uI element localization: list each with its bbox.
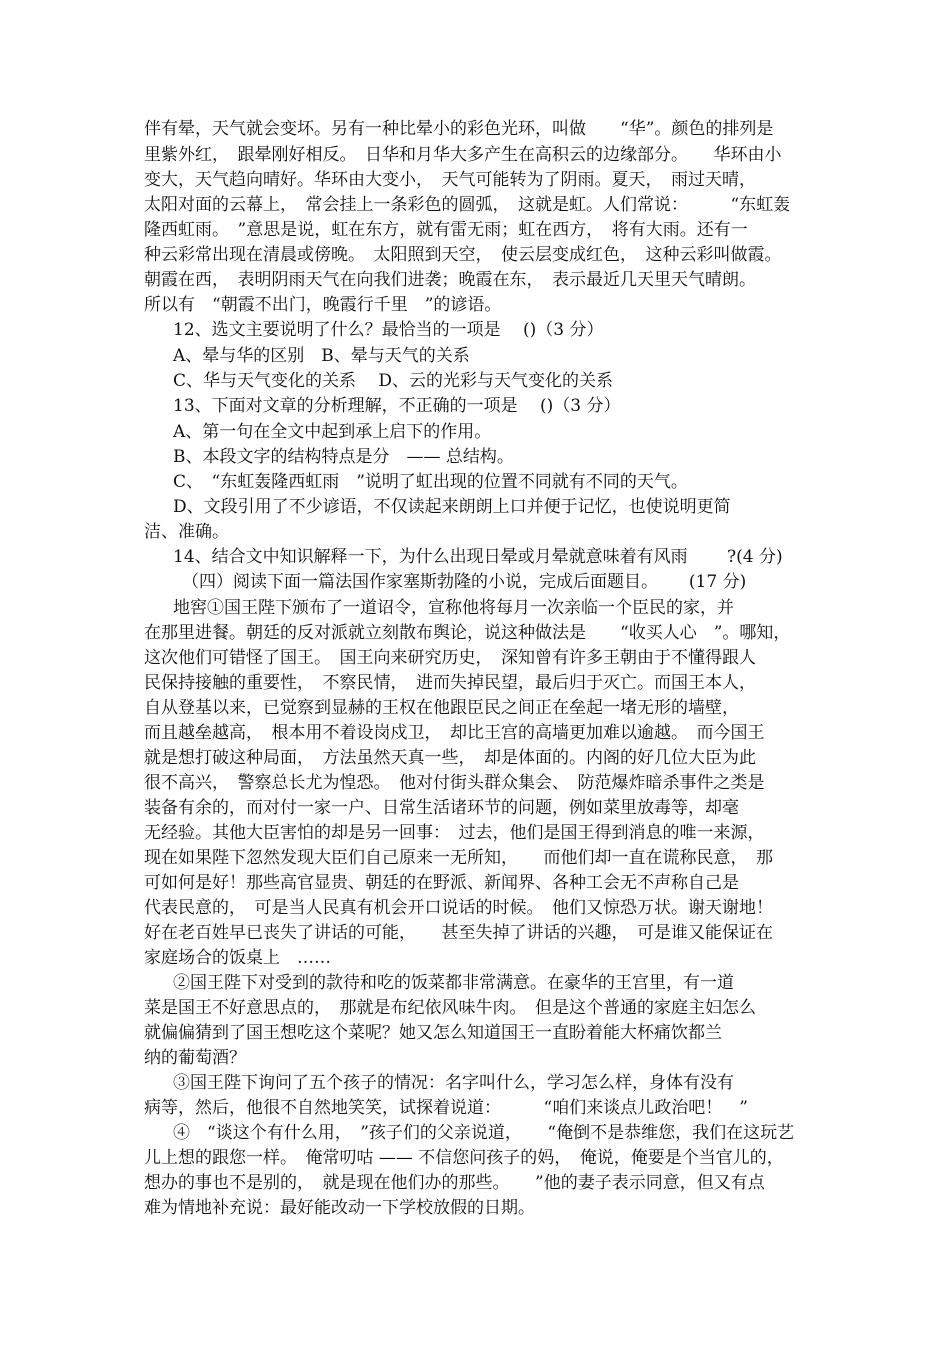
paragraph-line: 自从登基以来，已觉察到显赫的王权在他跟臣民之间正在垒起一堵无形的墙壁， <box>144 698 739 718</box>
option-line: C、 “东虹轰隆西虹雨 ”说明了虹出现的位置不同就有不同的天气。 <box>173 472 688 492</box>
question-12: 12、选文主要说明了什么？最恰当的一项是 ()（3 分） <box>173 320 604 340</box>
paragraph-line: 想办的事也不是别的， 就是现在他们办的那些。 ”他的妻子表示同意，但又有点 <box>144 1173 765 1193</box>
paragraph-line: 在那里进餐。朝廷的反对派就立刻散布舆论，说这种做法是 “收买人心 ”。哪知， <box>144 623 791 643</box>
paragraph-line: 家庭场合的饭桌上 …… <box>144 948 331 968</box>
text-line: 太阳对面的云幕上， 常会挂上一条彩色的圆弧， 这就是虹。人们常说： “东虹轰 <box>144 195 791 215</box>
paragraph-line: ④ “谈这个有什么用， ”孩子们的父亲说道， “俺倒不是恭维您，我们在这玩艺 <box>173 1123 795 1143</box>
text-line: 变大，天气趋向晴好。华环由大变小， 天气可能转为了阴雨。夏天， 雨过天晴， <box>144 170 756 190</box>
text-line: 隆西虹雨。 ”意思是说，虹在东方，就有雷无雨；虹在西方， 将有大雨。还有一 <box>144 220 748 240</box>
paragraph-line: ③国王陛下询问了五个孩子的情况：名字叫什么，学习怎么样，身体有没有 <box>173 1073 734 1093</box>
paragraph-line: 就偏偏猜到了国王想吃这个菜呢？她又怎么知道国王一直盼着能大杯痛饮都兰 <box>144 1023 722 1043</box>
question-14: 14、结合文中知识解释一下，为什么出现日晕或月晕就意味着有风雨 ?(4 分) <box>173 547 783 567</box>
paragraph-line: 病等，然后，他很不自然地笑笑，试探着说道： “咱们来谈点儿政治吧！ ” <box>144 1098 748 1118</box>
paragraph-line: 地窖①国王陛下颁布了一道诏令，宣称他将每月一次亲临一个臣民的家，并 <box>173 598 734 618</box>
option-line: C、华与天气变化的关系 D、云的光彩与天气变化的关系 <box>173 371 614 391</box>
text-line: 种云彩常出现在清晨或傍晚。 太阳照到天空， 使云层变成红色， 这种云彩叫做霞。 <box>144 245 782 265</box>
paragraph-line: 装备有余的，而对付一家一户、日常生活诸环节的问题，例如菜里放毒等，却毫 <box>144 798 739 818</box>
option-line: A、晕与华的区别 B、晕与天气的关系 <box>173 346 470 366</box>
paragraph-line: 很不高兴， 警察总长尤为惶恐。 他对付街头群众集会、 防范爆炸暗杀事件之类是 <box>144 773 765 793</box>
paragraph-line: 纳的葡萄酒？ <box>144 1048 246 1068</box>
paragraph-line: 这次他们可错怪了国王。 国王向来研究历史， 深知曾有许多王朝由于不懂得跟人 <box>144 648 756 668</box>
paragraph-line: 无经验。其他大臣害怕的却是另一回事： 过去，他们是国王得到消息的唯一来源， <box>144 823 765 843</box>
paragraph-line: 代表民意的， 可是当人民真有机会开口说话的时候。 他们又惊恐万状。谢天谢地！ <box>144 898 773 918</box>
question-13: 13、下面对文章的分析理解，不正确的一项是 ()（3 分） <box>173 396 621 416</box>
option-line: D、文段引用了不少谚语，不仅读起来朗朗上口并便于记忆，也使说明更简 <box>173 497 731 517</box>
paragraph-line: 就是想打破这种局面， 方法虽然天真一些， 却是体面的。内阁的好几位大臣为此 <box>144 748 756 768</box>
option-line: B、本段文字的结构特点是分 —— 总结构。 <box>173 447 514 467</box>
text-line: 洁、准确。 <box>144 522 229 542</box>
paragraph-line: 好在老百姓早已丧失了讲话的可能， 甚至失掉了讲话的兴趣， 可是谁又能保证在 <box>144 923 773 943</box>
option-line: A、第一句在全文中起到承上启下的作用。 <box>173 422 492 442</box>
paragraph-line: 而且越垒越高， 根本用不着设岗戍卫， 却比王宫的高墙更加难以逾越。 而今国王 <box>144 723 765 743</box>
paragraph-line: 难为情地补充说：最好能改动一下学校放假的日期。 <box>144 1198 535 1218</box>
text-line: 伴有晕，天气就会变坏。另有一种比晕小的彩色光环，叫做 “华”。颜色的排列是 <box>144 119 774 139</box>
paragraph-line: 菜是国王不好意思点的， 那就是布纪依风味牛肉。 但是这个普通的家庭主妇怎么 <box>144 998 756 1018</box>
paragraph-line: 儿上想的跟您一样。 俺常叨咕 —— 不信您问孩子的妈， 俺说，俺要是个当官儿的， <box>144 1148 784 1168</box>
text-line: 朝霞在西， 表明阴雨天气在向我们进袭；晚霞在东， 表示最近几天里天气晴朗。 <box>144 270 756 290</box>
paragraph-line: 可如何是好！那些高官显贵、朝廷的在野派、新闻界、各种工会无不声称自己是 <box>144 873 739 893</box>
text-line: 里紫外红， 跟晕刚好相反。 日华和月华大多产生在高积云的边缘部分。 华环由小 <box>144 145 782 165</box>
paragraph-line: 民保持接触的重要性， 不察民情， 进而失掉民望，最后归于灭亡。而国王本人， <box>144 673 756 693</box>
paragraph-line: 现在如果陛下忽然发现大臣们自己原来一无所知， 而他们却一直在谎称民意， 那 <box>144 848 773 868</box>
paragraph-line: ②国王陛下对受到的款待和吃的饭菜都非常满意。在豪华的王宫里，有一道 <box>173 973 734 993</box>
section-heading: （四）阅读下面一篇法国作家塞斯勃隆的小说，完成后面题目。 (17 分) <box>182 572 747 592</box>
text-line: 所以有 “朝霞不出门，晚霞行千里 ”的谚语。 <box>144 295 502 315</box>
